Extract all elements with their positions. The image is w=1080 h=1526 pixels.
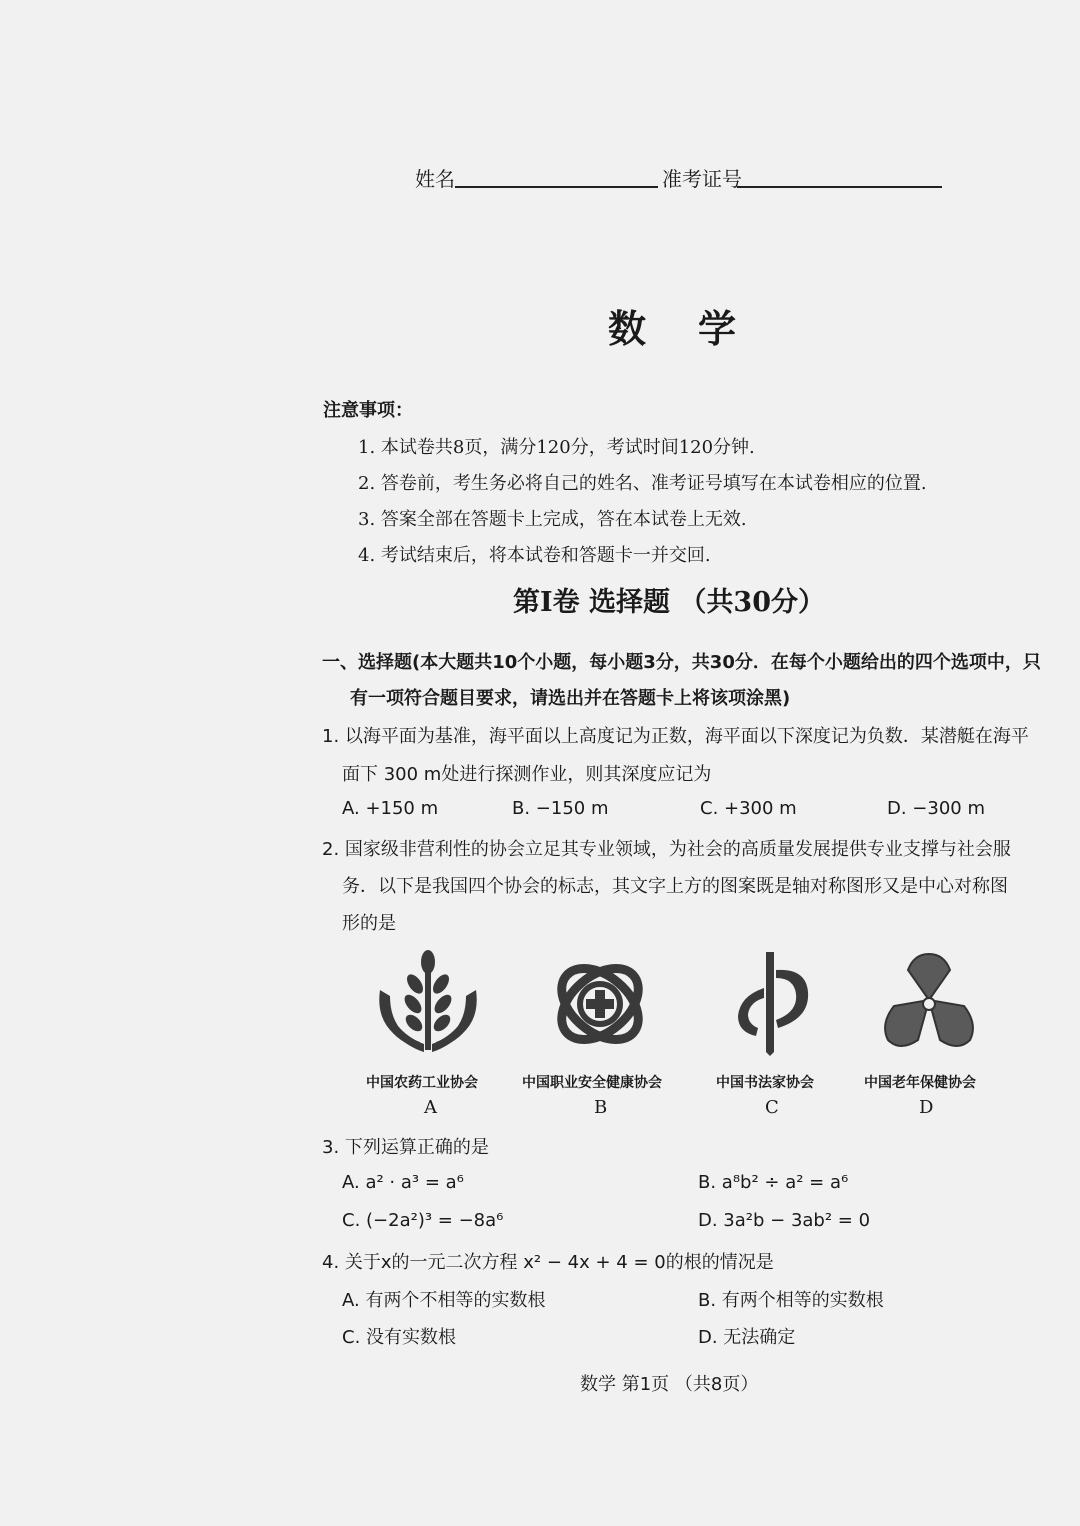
q1-option-d: D. −300 m xyxy=(887,798,985,819)
q1-option-b: B. −150 m xyxy=(512,798,609,819)
q4-option-a: A. 有两个不相等的实数根 xyxy=(342,1290,546,1311)
q2-line3: 形的是 xyxy=(342,913,396,934)
q1-option-a: A. +150 m xyxy=(342,798,439,819)
logo-letter-c: C xyxy=(765,1097,779,1118)
name-blank xyxy=(455,186,658,188)
notes-heading: 注意事项： xyxy=(323,400,413,421)
q4-option-c: C. 没有实数根 xyxy=(342,1327,457,1348)
q3-option-a: A. a² · a³ = a⁶ xyxy=(342,1172,464,1193)
note-item: 2. 答卷前，考生务必将自己的姓名、准考证号填写在本试卷相应的位置. xyxy=(358,473,927,494)
exam-id-blank xyxy=(737,186,942,188)
name-label: 姓名 xyxy=(415,167,455,191)
page-title: 数学 xyxy=(608,306,789,351)
logo-letter-b: B xyxy=(594,1097,608,1118)
note-item: 4. 考试结束后，将本试卷和答题卡一并交回. xyxy=(358,545,711,566)
q4-option-b: B. 有两个相等的实数根 xyxy=(698,1290,884,1311)
logo-letter-a: A xyxy=(424,1097,437,1118)
q1-line2: 面下 300 m处进行探测作业，则其深度应记为 xyxy=(342,764,712,785)
q3-option-c: C. (−2a²)³ = −8a⁶ xyxy=(342,1210,504,1231)
section-title: 第Ⅰ卷 选择题 （共30分） xyxy=(513,587,826,618)
part-heading-line1: 一、选择题(本大题共10个小题，每小题3分，共30分．在每个小题给出的四个选项中，只 xyxy=(322,652,1041,673)
logo-label-d: 中国老年保健协会 xyxy=(864,1075,976,1091)
part-heading-line2: 有一项符合题目要求，请选出并在答题卡上将该项涂黑) xyxy=(350,688,791,709)
q1-line1: 1. 以海平面为基准，海平面以上高度记为正数，海平面以下深度记为负数．某潜艇在海平 xyxy=(322,726,1029,747)
page-footer: 数学 第1页 （共8页） xyxy=(580,1374,759,1395)
logo-letter-d: D xyxy=(919,1097,934,1118)
q2-line2: 务．以下是我国四个协会的标志，其文字上方的图案既是轴对称图形又是中心对称图 xyxy=(342,876,1008,897)
q4-stem: 4. 关于x的一元二次方程 x² − 4x + 4 = 0的根的情况是 xyxy=(322,1252,774,1273)
note-item: 3. 答案全部在答题卡上完成，答在本试卷上无效. xyxy=(358,509,747,530)
cross-orbit-logo-icon xyxy=(550,948,650,1060)
logo-label-b: 中国职业安全健康协会 xyxy=(522,1075,662,1091)
logo-label-c: 中国书法家协会 xyxy=(716,1075,814,1091)
q3-option-d: D. 3a²b − 3ab² = 0 xyxy=(698,1210,871,1231)
note-item: 1. 本试卷共8页，满分120分，考试时间120分钟. xyxy=(358,437,755,458)
q1-option-c: C. +300 m xyxy=(700,798,797,819)
q3-option-b: B. a⁸b² ÷ a² = a⁶ xyxy=(698,1172,849,1193)
ginkgo-leaves-logo-icon xyxy=(874,948,984,1060)
logo-label-a: 中国农药工业协会 xyxy=(366,1075,478,1091)
wheat-hands-logo-icon xyxy=(372,948,484,1060)
calligraphy-brush-logo-icon xyxy=(726,948,816,1060)
q3-stem: 3. 下列运算正确的是 xyxy=(322,1137,489,1158)
q4-option-d: D. 无法确定 xyxy=(698,1327,796,1348)
q2-line1: 2. 国家级非营利性的协会立足其专业领域，为社会的高质量发展提供专业支撑与社会服 xyxy=(322,839,1011,860)
exam-id-label: 准考证号 xyxy=(662,167,742,191)
